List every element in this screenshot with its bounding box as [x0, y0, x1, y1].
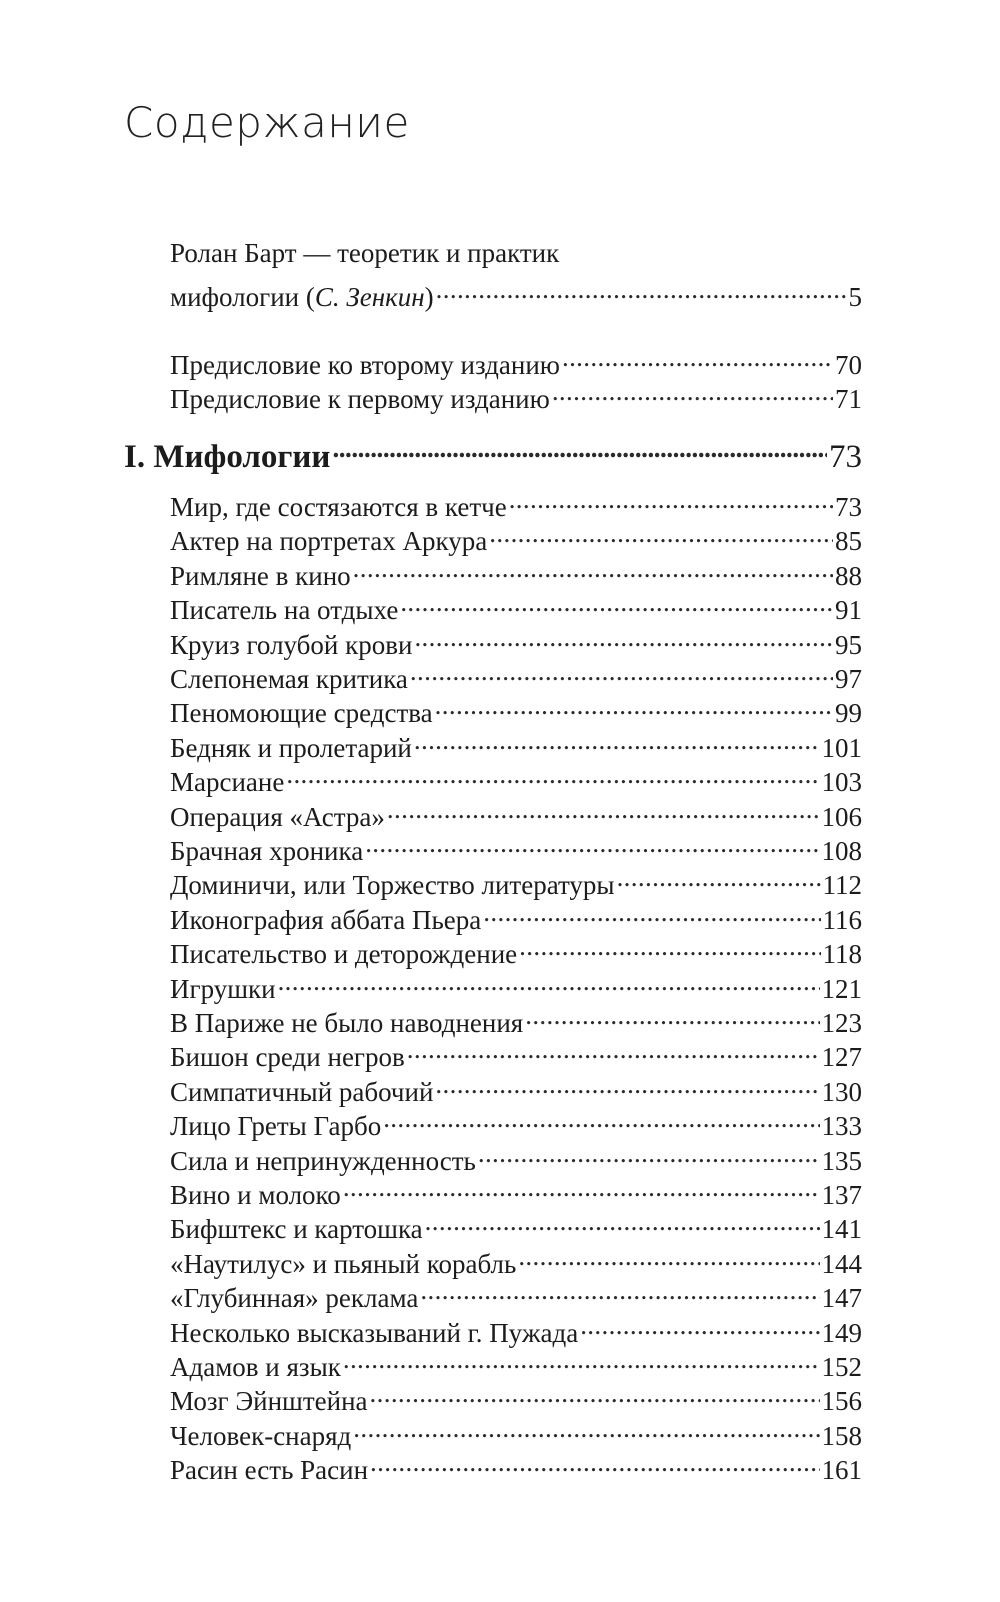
toc-entry[interactable]	[170, 1067, 862, 1107]
toc-entry-page: 73	[835, 492, 862, 522]
dot-leader	[414, 620, 833, 654]
toc-entry[interactable]	[170, 826, 862, 866]
toc-entry-page: 71	[835, 384, 862, 414]
toc-entry-label: Вино и молоко	[170, 1180, 341, 1210]
toc-entry-label: Адамов и язык	[170, 1352, 341, 1382]
toc-entry[interactable]	[170, 723, 862, 763]
dot-leader	[525, 998, 819, 1032]
dot-leader	[400, 585, 833, 619]
toc-entry-label: Игрушки	[170, 973, 276, 1004]
toc-entry[interactable]	[170, 998, 862, 1038]
toc-preface-first[interactable]	[170, 374, 862, 414]
toc-section-page: 73	[829, 439, 862, 475]
toc-entry-page: 123	[821, 1008, 862, 1038]
toc-entry-page: 91	[835, 595, 862, 626]
dot-leader	[353, 551, 833, 585]
toc-entry-page: 130	[821, 1076, 862, 1107]
dot-leader	[407, 1032, 820, 1066]
toc-entry[interactable]	[170, 929, 862, 970]
toc-entry[interactable]	[170, 516, 862, 557]
toc-entry-page: 156	[821, 1386, 862, 1417]
toc-entry[interactable]	[170, 1273, 862, 1314]
toc-entry[interactable]	[170, 1170, 862, 1210]
toc-entry-page: 133	[821, 1111, 862, 1142]
dot-leader	[414, 723, 820, 757]
toc-entry[interactable]	[170, 1136, 862, 1176]
toc-section-label: I. Мифологии	[124, 439, 331, 475]
dot-leader	[436, 272, 847, 306]
toc-entry-page: 106	[821, 801, 862, 832]
dot-leader	[343, 1170, 820, 1204]
dot-leader	[519, 929, 820, 963]
toc-entry-label: Симпатичный рабочий	[170, 1076, 434, 1107]
toc-entry-label: Бифштекс и картошка	[170, 1214, 423, 1245]
toc-entry[interactable]	[170, 1239, 862, 1279]
toc-entry-label: Бишон среди негров	[170, 1042, 405, 1073]
dot-leader	[552, 374, 833, 408]
dot-leader	[562, 340, 833, 374]
toc-entry-label: Пеномоющие средства	[170, 698, 433, 729]
dot-leader	[410, 654, 833, 688]
toc-entry-label: Доминичи, или Торжество литературы	[170, 870, 615, 901]
toc-section-heading[interactable]	[124, 427, 862, 475]
toc-entry-label: В Париже не было наводнения	[170, 1008, 524, 1038]
toc-entry[interactable]	[170, 895, 862, 935]
dot-leader	[383, 1101, 819, 1135]
toc-entry-label: Марсиане	[170, 767, 285, 798]
dot-leader	[435, 688, 833, 722]
toc-entry[interactable]	[170, 1101, 862, 1142]
dot-leader	[420, 1273, 819, 1307]
dot-leader	[387, 792, 820, 826]
toc-entry-label: Лицо Греты Гарбо	[170, 1111, 382, 1142]
toc-entry-page: 147	[821, 1283, 862, 1314]
toc-entry-label: Предисловие к первому изданию	[170, 384, 550, 414]
toc-entry-label: Предисловие ко второму изданию	[170, 350, 560, 380]
toc-entry[interactable]	[170, 964, 862, 1004]
toc-entry[interactable]	[170, 551, 862, 591]
toc-entry-label: Сила и непринужденность	[170, 1145, 476, 1176]
dot-leader	[370, 1445, 819, 1479]
toc-entry[interactable]	[170, 1445, 862, 1486]
toc-entry-label: Несколько высказываний г. Пужада	[170, 1317, 579, 1348]
toc-preface-second[interactable]	[170, 340, 862, 380]
toc-entry[interactable]	[170, 482, 862, 522]
toc-entry[interactable]	[170, 585, 862, 626]
toc-entry-page: 97	[835, 664, 862, 694]
toc-entry-page: 101	[821, 732, 862, 763]
toc-entry[interactable]	[170, 1032, 862, 1073]
toc-entry-page: 121	[821, 973, 862, 1004]
toc-entry-label: Актер на портретах Аркура	[170, 526, 488, 557]
toc-entry-label: Брачная хроника	[170, 836, 364, 866]
toc-entry-page: 85	[835, 526, 862, 557]
toc-entry[interactable]	[170, 1411, 862, 1451]
toc-entry-page: 70	[835, 350, 862, 380]
toc-entry[interactable]	[170, 688, 862, 729]
toc-entry[interactable]	[170, 1308, 862, 1348]
toc-entry[interactable]	[170, 757, 862, 798]
toc-entry-label: Человек-снаряд	[170, 1420, 352, 1451]
dot-leader	[509, 482, 833, 516]
toc-entry-label: Мир, где состязаются в кетче	[170, 492, 507, 522]
toc-intro-title: Ролан Барт — теоретик и практик	[170, 238, 560, 268]
toc-entry[interactable]	[170, 792, 862, 832]
toc-entry-label: Иконография аббата Пьера	[170, 904, 482, 935]
toc-entry[interactable]	[170, 860, 862, 901]
toc-entry-page: 137	[821, 1180, 862, 1210]
toc-entry-label: Расин есть Расин	[170, 1455, 369, 1486]
toc-entry-page: 152	[821, 1352, 862, 1382]
toc-entry-label: Писательство и деторождение	[170, 939, 518, 970]
dot-leader	[286, 757, 819, 791]
toc-entry[interactable]	[170, 654, 862, 694]
toc-entry-page: 88	[835, 560, 862, 591]
toc-intro-line-1[interactable]	[170, 236, 862, 270]
toc-entry-page: 149	[821, 1317, 862, 1348]
toc-entry-label: Слепонемая критика	[170, 664, 408, 694]
toc-entry-label: Круиз голубой крови	[170, 629, 413, 660]
toc-entry-page: 116	[822, 904, 862, 935]
toc-entry-page: 118	[822, 939, 862, 970]
toc-entry-page: 127	[821, 1042, 862, 1073]
dot-leader	[518, 1239, 819, 1273]
toc-entry-label: Римляне в кино	[170, 560, 351, 591]
toc-entry-page: 108	[821, 836, 862, 866]
toc-entry[interactable]	[170, 620, 862, 660]
dot-leader	[343, 1342, 820, 1376]
toc-entry-page: 103	[821, 767, 862, 798]
toc-entry-label: Бедняк и пролетарий	[170, 732, 412, 763]
toc-entry-page: 158	[821, 1420, 862, 1451]
dot-leader	[353, 1411, 819, 1445]
toc-intro-page: 5	[848, 282, 862, 312]
toc-intro-author: С. Зенкин	[314, 282, 425, 312]
toc-intro-suffix: )	[424, 282, 434, 312]
dot-leader	[483, 895, 820, 929]
toc-entry-label: «Наутилус» и пьяный корабль	[170, 1248, 517, 1279]
dot-leader	[617, 860, 821, 894]
dot-leader	[365, 826, 819, 860]
toc-intro-line-2[interactable]	[170, 272, 862, 312]
dot-leader	[278, 964, 820, 998]
dot-leader	[580, 1308, 819, 1342]
toc-entry-label: Мозг Эйнштейна	[170, 1386, 368, 1417]
toc-entry-page: 95	[835, 629, 862, 660]
toc-entry-page: 144	[821, 1248, 862, 1279]
dot-leader	[489, 516, 833, 550]
toc-entry-page: 112	[822, 870, 862, 901]
dot-leader	[478, 1136, 820, 1170]
toc-entry-page: 135	[821, 1145, 862, 1176]
toc-entry[interactable]	[170, 1204, 862, 1245]
toc-entry-label: Писатель на отдыхе	[170, 595, 399, 626]
dot-leader	[332, 427, 827, 467]
toc-entry-page: 99	[835, 698, 862, 729]
toc-entry-label: Операция «Астра»	[170, 801, 385, 832]
dot-leader	[435, 1067, 819, 1101]
toc-entry-page: 161	[821, 1455, 862, 1486]
toc-intro-prefix: мифологии (	[170, 282, 315, 312]
toc-intro-subtitle	[170, 280, 434, 314]
page-title: Содержание	[124, 98, 410, 147]
dot-leader	[370, 1376, 820, 1410]
toc-entry[interactable]	[170, 1342, 862, 1382]
dot-leader	[425, 1204, 820, 1238]
toc-entry-page: 141	[821, 1214, 862, 1245]
toc-entry-label: «Глубинная» реклама	[170, 1283, 419, 1314]
toc-entry[interactable]	[170, 1376, 862, 1417]
